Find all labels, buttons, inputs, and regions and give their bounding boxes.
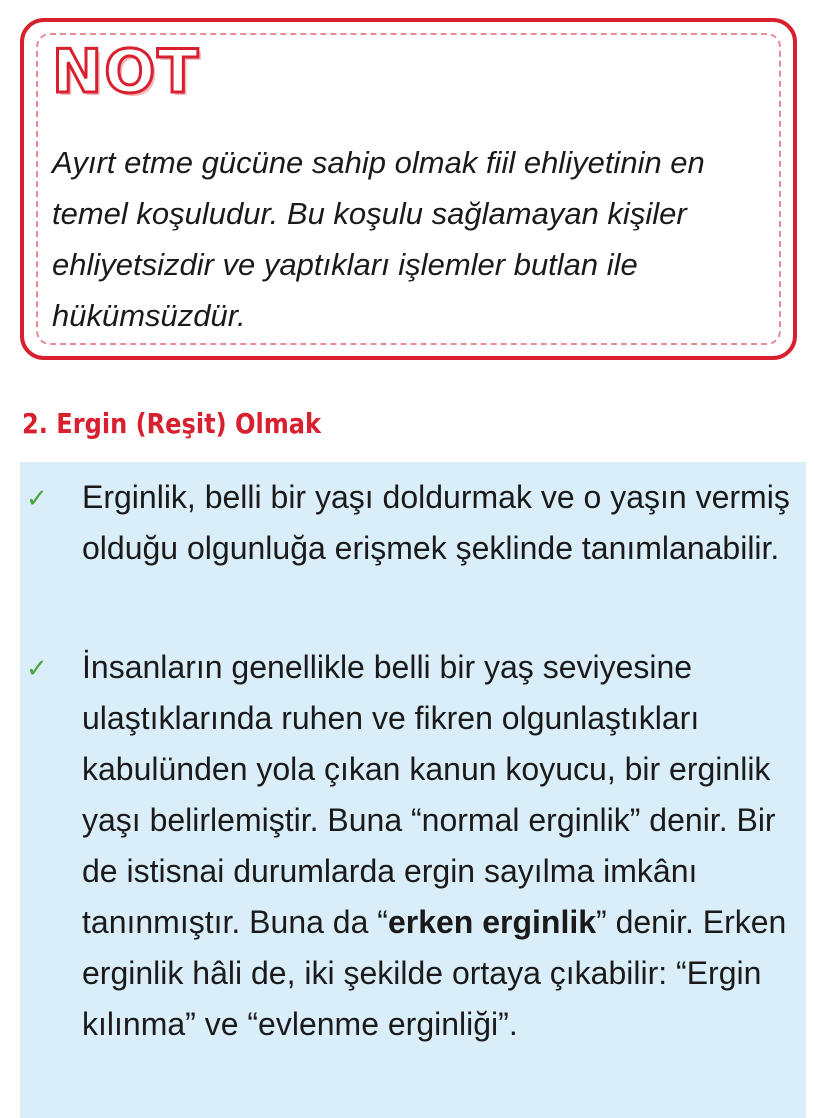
- check-icon: ✓: [26, 484, 48, 514]
- note-dashed-border: [36, 33, 781, 345]
- bullet-text-bold: erken erginlik: [387, 904, 597, 940]
- note-box: [20, 18, 797, 360]
- note-text: Ayırt etme gücüne sahip olmak fiil ehliyetinin en temel koşuludur. Bu koşulu sağlamayan kişiler ehliyetsizdir ve yaptıkları işlemler butlan ile hükümsüzdür.: [52, 145, 705, 333]
- bullet-text-after: ” denir. Erken erginlik hâli de, iki şekilde ortaya çıkabilir: “Ergin kılınma” ve “evlenme erginliği”.: [82, 904, 787, 1042]
- info-panel: [20, 462, 806, 1118]
- bullet-text: Erginlik, belli bir yaşı doldurmak ve o yaşın vermiş olduğu olgunluğa erişmek şeklinde tanımlanabilir.: [82, 479, 790, 566]
- section-heading: 2. Ergin (Reşit) Olmak: [22, 407, 322, 440]
- check-icon: ✓: [26, 654, 48, 684]
- bullet-text-before: İnsanların genellikle belli bir yaş seviyesine ulaştıklarında ruhen ve fikren olgunlaştıkları kabulünden yola çıkan kanun koyucu, bir erginlik yaşı belirlemiştir. Buna “normal erginlik” denir. Bir de istisnai durumlarda ergin sayılma imkânı tanınmıştır. Buna da “: [82, 649, 776, 940]
- note-title: NOT: [52, 37, 201, 107]
- bullet-text: [82, 642, 802, 1050]
